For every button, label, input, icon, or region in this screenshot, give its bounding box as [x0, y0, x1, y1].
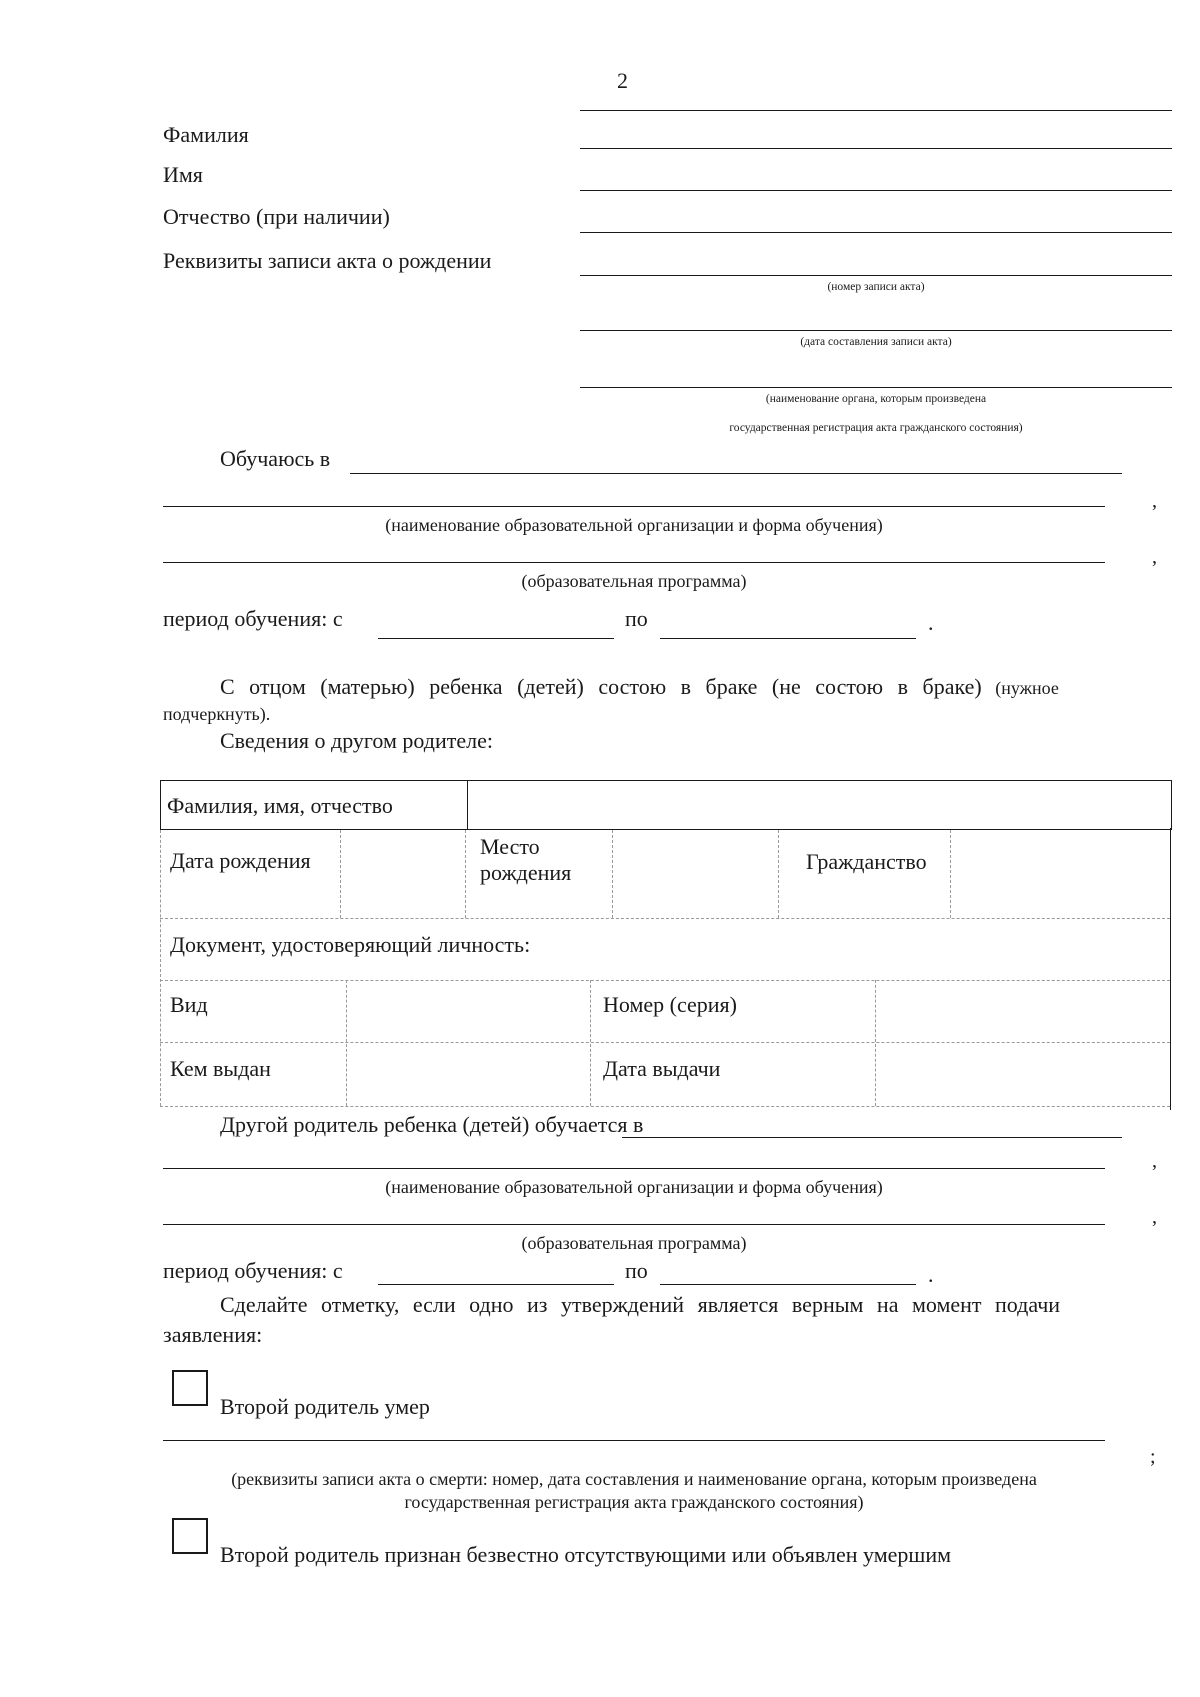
label-period-from: период обучения: с [163, 606, 343, 631]
label-issue-date: Дата выдачи [603, 1056, 721, 1081]
patronymic-field-line[interactable] [580, 232, 1172, 233]
label-birth-date: Дата рождения [170, 848, 311, 873]
label-birth-record: Реквизиты записи акта о рождении [163, 248, 492, 273]
col-dash [465, 830, 466, 918]
col-dash [590, 980, 591, 1106]
label-parent-died: Второй родитель умер [220, 1394, 430, 1419]
issue-date-cell[interactable] [877, 1044, 1167, 1104]
label-id-document: Документ, удостоверяющий личность: [170, 932, 531, 957]
full-name-cell[interactable] [471, 783, 1167, 827]
marriage-statement [220, 674, 1130, 701]
period-end-dot: . [928, 610, 934, 635]
col-divider [467, 781, 468, 829]
caption-record-date: (дата составления записи акта) [800, 336, 952, 348]
statements-intro-1: Сделайте отметку, если одно из утверждений является верным на момент подачи [220, 1292, 1061, 1317]
col-dash [778, 830, 779, 918]
comma-4: , [1152, 1206, 1157, 1228]
comma-2: , [1152, 546, 1157, 568]
name-field-line[interactable] [580, 190, 1172, 191]
label-doc-number: Номер (серия) [603, 992, 737, 1017]
label-issued-by: Кем выдан [170, 1056, 271, 1081]
caption-org-form: (наименование образовательной организации и форма обучения) [385, 515, 883, 535]
page-number: 2 [617, 68, 628, 93]
comma-3: , [1152, 1150, 1157, 1172]
row-full-name [160, 780, 1172, 830]
doc-type-cell[interactable] [348, 982, 588, 1040]
col-dash [340, 830, 341, 918]
label-studying-in: Обучаюсь в [220, 446, 331, 471]
row-dash [160, 918, 1170, 919]
program-line[interactable] [163, 562, 1105, 563]
label-doc-type: Вид [170, 992, 208, 1017]
parent-died-checkbox[interactable] [172, 1370, 208, 1406]
studying-in-line[interactable] [350, 473, 1122, 474]
death-record-line[interactable] [163, 1440, 1105, 1441]
label-other-period-from: период обучения: с [163, 1258, 343, 1283]
doc-number-cell[interactable] [877, 982, 1167, 1040]
other-period-to-line[interactable] [660, 1284, 916, 1285]
marriage-text: С отцом (матерью) ребенка (детей) состою в браке (не состою в браке) [220, 674, 982, 699]
label-patronymic: Отчество (при наличии) [163, 204, 390, 229]
other-studying-line[interactable] [622, 1137, 1122, 1138]
label-full-name: Фамилия, имя, отчество [167, 793, 393, 818]
period-to-line[interactable] [660, 638, 916, 639]
field-line-top[interactable] [580, 110, 1172, 111]
label-other-parent-info: Сведения о другом родителе: [220, 728, 493, 753]
row-dash [160, 980, 1170, 981]
caption-death-record-2: государственная регистрация акта гражданского состояния) [404, 1492, 864, 1512]
col-dash [612, 830, 613, 918]
caption-authority-1: (наименование органа, которым произведена [765, 393, 987, 405]
surname-field-line[interactable] [580, 148, 1172, 149]
label-period-to: по [625, 606, 648, 631]
period-from-line[interactable] [378, 638, 614, 639]
authority-line[interactable] [580, 387, 1172, 388]
birth-place-cell[interactable] [614, 832, 776, 916]
comma-1: , [1152, 490, 1157, 512]
label-surname: Фамилия [163, 122, 249, 147]
other-program-line[interactable] [163, 1224, 1105, 1225]
org-form-line[interactable] [163, 506, 1105, 507]
label-other-period-to: по [625, 1258, 648, 1283]
caption-record-number: (номер записи акта) [827, 281, 925, 293]
statements-intro-2: заявления: [163, 1322, 263, 1347]
label-parent-missing: Второй родитель признан безвестно отсутствующими или объявлен умершим [220, 1542, 952, 1567]
issued-by-cell[interactable] [348, 1044, 588, 1104]
label-name: Имя [163, 162, 203, 187]
col-dash [875, 980, 876, 1106]
semicolon-1: ; [1150, 1446, 1156, 1468]
table-right-border [1170, 828, 1171, 1110]
marriage-hint: (нужное [995, 678, 1059, 698]
col-dash [346, 980, 347, 1106]
other-period-from-line[interactable] [378, 1284, 614, 1285]
caption-death-record-1: (реквизиты записи акта о смерти: номер, дата составления и наименование органа, которым произведена [231, 1469, 1037, 1489]
label-citizenship: Гражданство [806, 849, 927, 874]
caption-other-program: (образовательная программа) [521, 1233, 747, 1253]
other-parent-table [160, 780, 1172, 1110]
caption-program: (образовательная программа) [521, 571, 747, 591]
col-dash [950, 830, 951, 918]
record-date-line[interactable] [580, 330, 1172, 331]
caption-authority-2: государственная регистрация акта гражданского состояния) [729, 422, 1023, 434]
caption-other-org-form: (наименование образовательной организации и форма обучения) [385, 1177, 883, 1197]
record-number-line[interactable] [580, 275, 1172, 276]
parent-missing-checkbox[interactable] [172, 1518, 208, 1554]
left-dash [160, 830, 161, 1106]
row-dash [160, 1106, 1170, 1107]
other-period-end-dot: . [928, 1262, 934, 1287]
marriage-hint-cont: подчеркнуть). [163, 704, 271, 724]
row-dash [160, 1042, 1170, 1043]
other-org-form-line[interactable] [163, 1168, 1105, 1169]
label-other-parent-studying: Другой родитель ребенка (детей) обучается в [220, 1112, 644, 1137]
label-birth-place-1: Место [480, 834, 540, 859]
label-birth-place-2: рождения [480, 860, 572, 885]
citizenship-cell[interactable] [952, 832, 1166, 916]
